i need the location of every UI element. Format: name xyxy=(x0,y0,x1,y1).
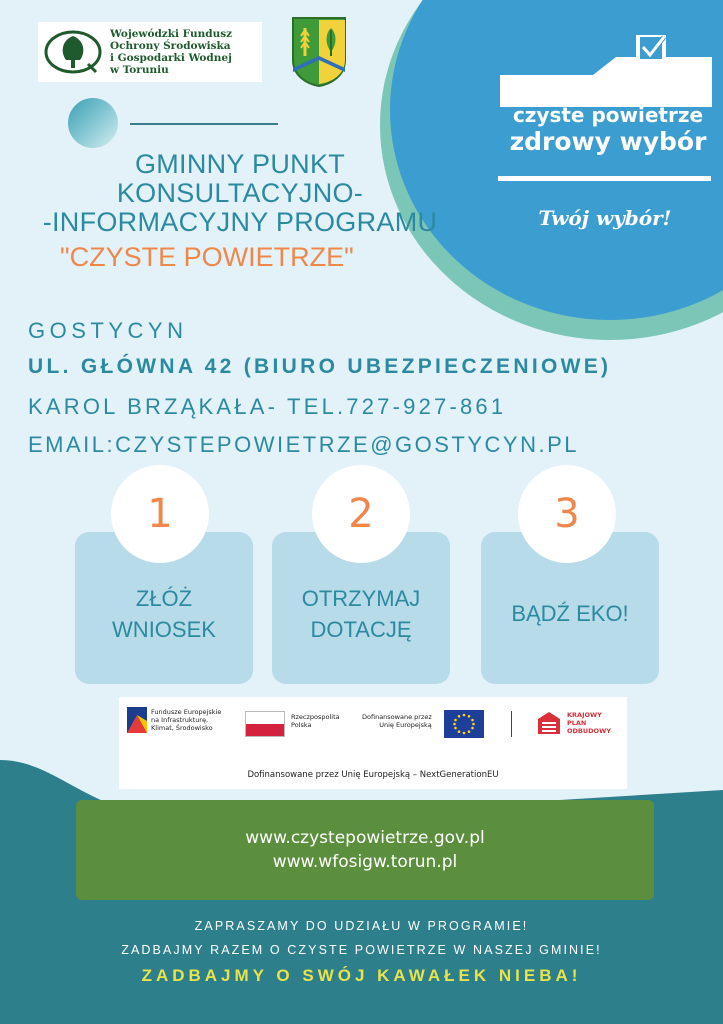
contact-address: UL. GŁÓWNA 42 (BIURO UBEZPIECZENIOWE) xyxy=(28,355,612,378)
title-line: -INFORMACYJNY PROGRAMU xyxy=(42,207,438,237)
kpo-line: ODBUDOWY xyxy=(567,727,611,735)
kpo-line: PLAN xyxy=(567,719,587,727)
gmina-crest-icon xyxy=(291,16,347,88)
contact-person-phone: KAROL BRZĄKAŁA- TEL.727-927-861 xyxy=(28,394,507,419)
footer-invite: ZAPRASZAMY DO UDZIAŁU W PROGRAMIE! xyxy=(194,919,529,933)
footer-slogan: ZADBAJMY O SWÓJ KAWAŁEK NIEBA! xyxy=(141,966,582,985)
step-label-line: OTRZYMAJ xyxy=(301,586,421,611)
link-czystepowietrze[interactable]: www.czystepowietrze.gov.pl xyxy=(245,828,485,848)
step-label-line: WNIOSEK xyxy=(112,617,216,642)
fe-line: Fundusze Europejskie xyxy=(151,708,222,716)
fe-logo-icon xyxy=(127,707,147,733)
logo-divider xyxy=(511,711,512,737)
page-title xyxy=(40,150,440,237)
brand-underline xyxy=(498,176,711,181)
polish-flag-icon xyxy=(245,711,285,737)
wfos-line: Ochrony Środowiska xyxy=(110,40,231,52)
brand-text xyxy=(498,103,718,157)
title-line: KONSULTACYJNO- xyxy=(116,178,364,208)
rp-line: Rzeczpospolita xyxy=(291,713,340,721)
step-label-1 xyxy=(75,583,253,645)
decorative-line xyxy=(130,123,278,125)
kpo-line: KRAJOWY xyxy=(567,711,602,719)
footer-appeal: ZADBAJMY RAZEM O CZYSTE POWIETRZE W NASZEJ GMINIE! xyxy=(121,943,602,957)
program-name: "CZYSTE POWIETRZE" xyxy=(60,242,354,272)
brand-line-1: czyste powietrze xyxy=(512,103,704,127)
fe-line: Klimat, Środowisko xyxy=(151,724,213,732)
wfos-line: w Toruniu xyxy=(110,64,169,76)
link-wfosigw[interactable]: www.wfosigw.torun.pl xyxy=(272,852,458,872)
fe-text xyxy=(151,708,221,732)
step-label-2 xyxy=(272,583,450,645)
step-number-1: 1 xyxy=(111,465,209,563)
kpo-logo-icon xyxy=(537,711,561,735)
ue-line: Dofinansowane przez xyxy=(362,713,432,721)
kpo-text xyxy=(567,711,611,735)
step-label-line: ZŁÓŻ xyxy=(135,586,193,611)
fe-line: na Infrastrukturę, xyxy=(151,716,209,724)
step-label-line: DOTACJĘ xyxy=(310,617,412,642)
ue-line: Unię Europejską xyxy=(379,721,432,729)
links-box xyxy=(76,800,654,900)
funding-logos-box xyxy=(119,697,627,789)
step-number-2: 2 xyxy=(312,465,410,563)
wfos-name xyxy=(110,28,232,76)
tree-emblem-icon xyxy=(44,30,102,74)
step-number-3: 3 xyxy=(518,465,616,563)
step-label-3 xyxy=(481,598,659,629)
ue-text xyxy=(362,713,432,729)
title-line: GMINNY PUNKT xyxy=(134,149,346,179)
wfos-line: Wojewódzki Fundusz xyxy=(110,28,233,40)
brand-line-2: zdrowy wybór xyxy=(509,127,707,156)
rp-text xyxy=(291,713,340,729)
brand-slogan: Twój wybór! xyxy=(538,206,672,230)
contact-email: EMAIL:CZYSTEPOWIETRZE@GOSTYCYN.PL xyxy=(28,432,580,457)
eu-flag-icon xyxy=(444,710,484,738)
wfos-logo xyxy=(38,22,262,82)
decorative-gradient-circle xyxy=(68,98,118,148)
rp-line: Polska xyxy=(291,721,312,729)
wfos-line: i Gospodarki Wodnej xyxy=(110,52,232,64)
contact-city: GOSTYCYN xyxy=(28,318,188,343)
funding-caption: Dofinansowane przez Unię Europejską – NextGenerationEU xyxy=(247,770,499,780)
step-label-line: BĄDŹ EKO! xyxy=(511,601,629,626)
